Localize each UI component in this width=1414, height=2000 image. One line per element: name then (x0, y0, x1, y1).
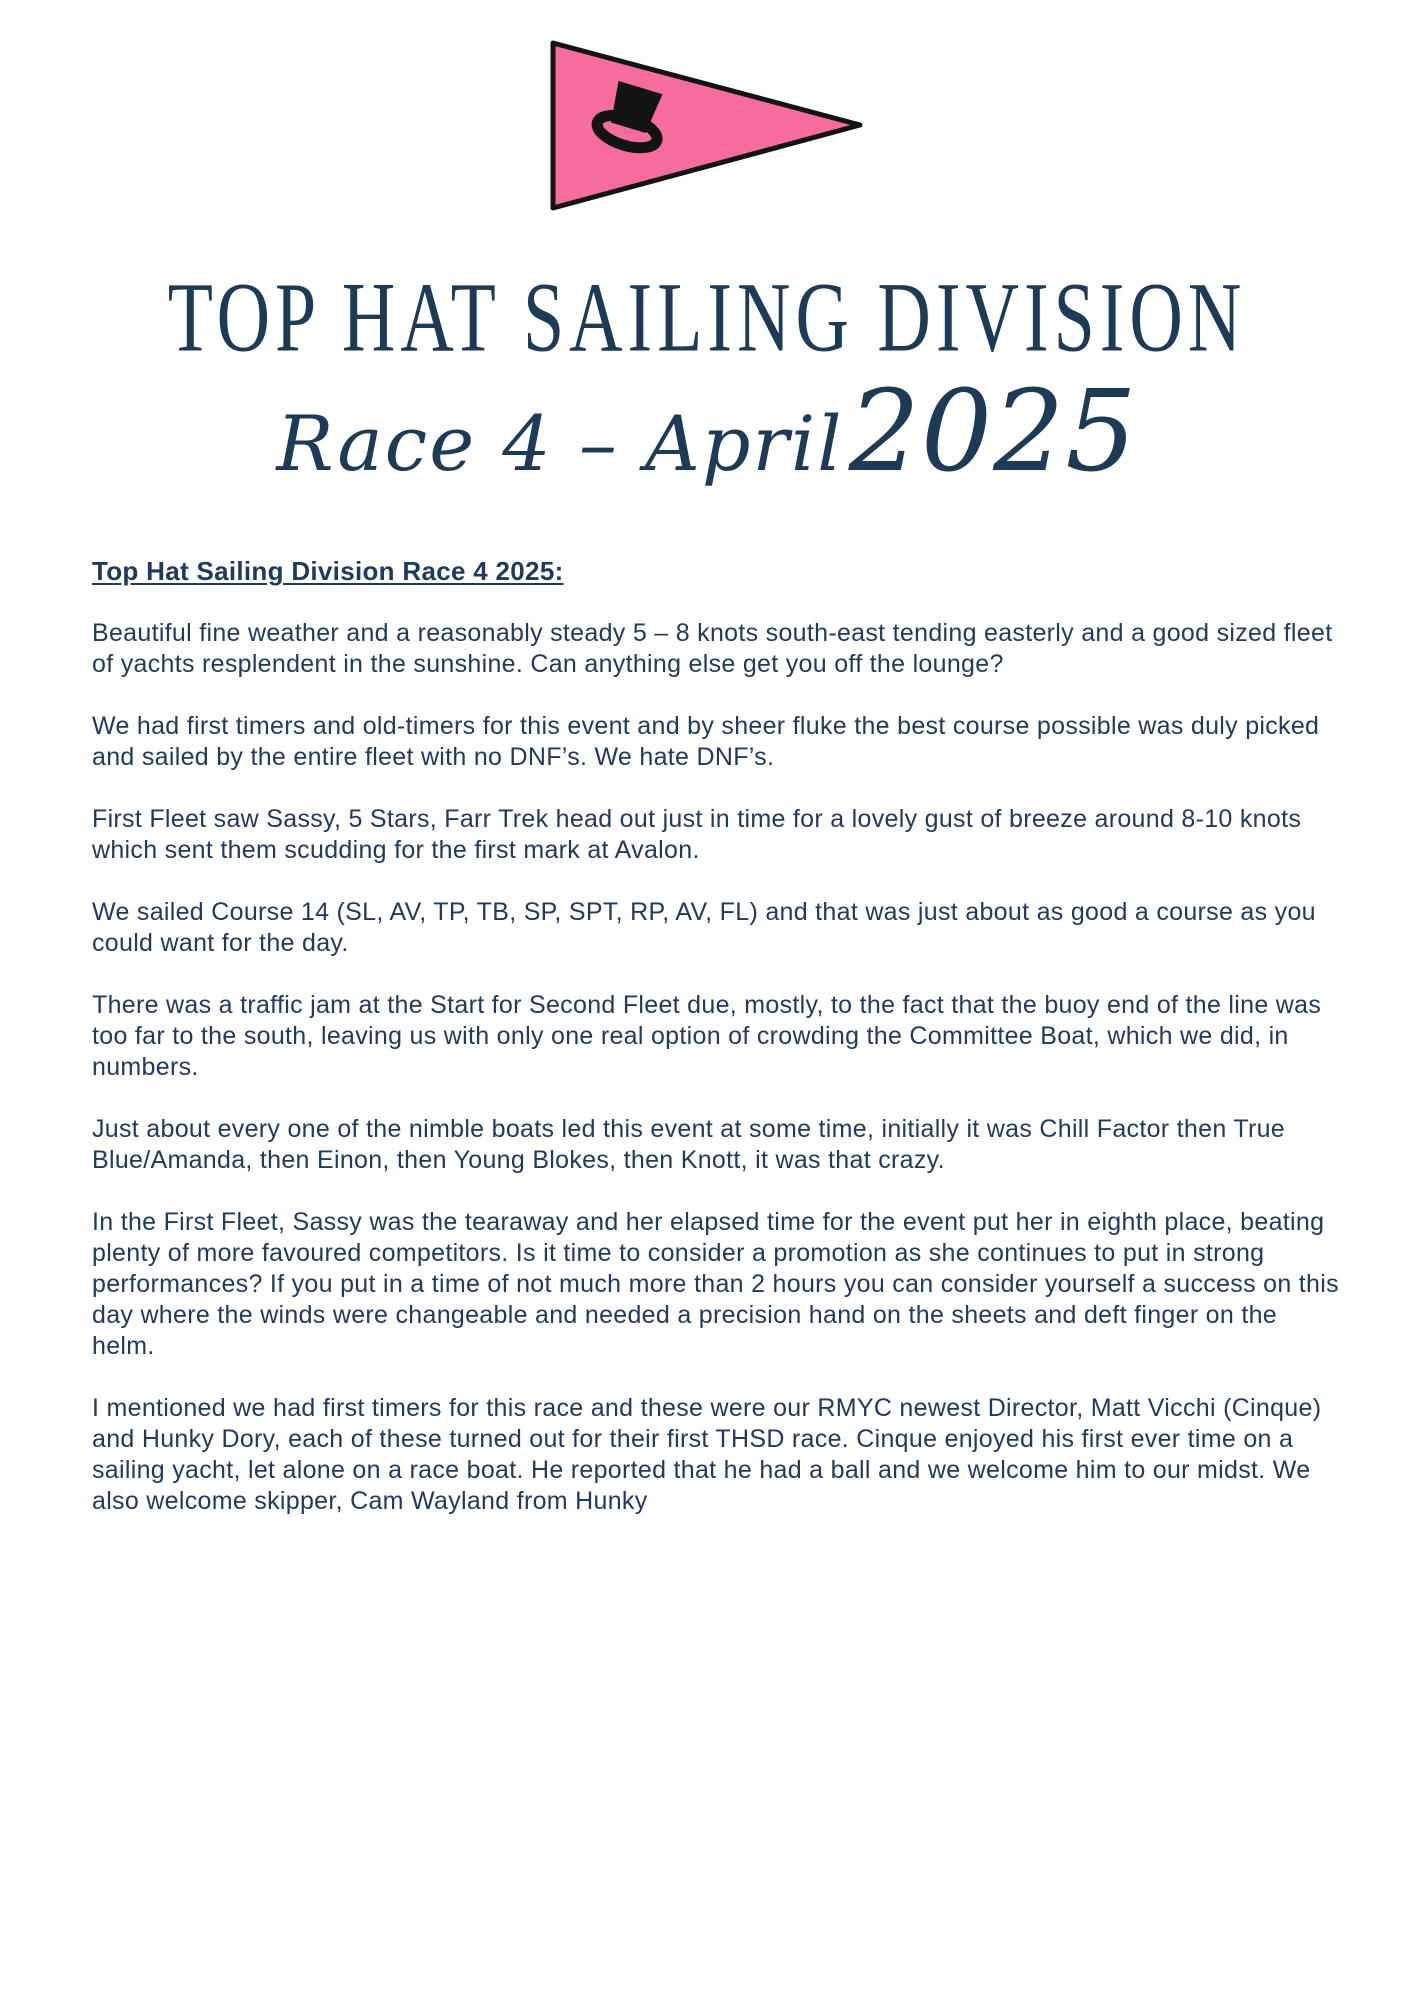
race-report-article (92, 556, 1340, 1517)
subtitle-year: 2025 (848, 367, 1138, 497)
paragraph-6: Just about every one of the nimble boats led this event at some time, initially it was Chill Factor then True Blue/Amanda, then Einon, then Young Blokes, then Knott, it was that crazy. (92, 1115, 1285, 1174)
paragraph-8: I mentioned we had first timers for this race and these were our RMYC newest Director, Matt Vicchi (Cinque) and Hunky Dory, each of these turned out for their first THSD race. Cinque enjoyed his first ever time on a sailing yacht, let alone on a race boat. He reported that he had a ball and we welcome him to our midst. We also welcome skipper, Cam Wayland from Hunky (92, 1394, 1322, 1515)
paragraph-7: In the First Fleet, Sassy was the tearaway and her elapsed time for the event put her in eighth place, beating plenty of more favoured competitors. Is it time to consider a promotion as she continues to put in strong performances? If you put in a time of not much more than 2 hours you can consider yourself a success on this day where the winds were changeable and needed a precision hand on the sheets and deft finger on the helm. (92, 1208, 1339, 1360)
newsletter-title: TOP HAT SAILING DIVISION (167, 262, 1247, 374)
pennant-svg (550, 40, 864, 212)
paragraph-5: There was a traffic jam at the Start for Second Fleet due, mostly, to the fact that the buoy end of the line was too far to the south, leaving us with only one real option of crowding the Committee Boat, which we did, in numbers. (92, 991, 1322, 1081)
subtitle-text: Race 4 – April (276, 399, 844, 488)
paragraph-2: We had first timers and old-timers for this event and by sheer fluke the best course possible was duly picked and sailed by the entire fleet with no DNF’s. We hate DNF’s. (92, 712, 1320, 771)
paragraph-3: First Fleet saw Sassy, 5 Stars, Farr Trek head out just in time for a lovely gust of breeze around 8-10 knots which sent them scudding for the first mark at Avalon. (92, 805, 1302, 864)
paragraph-4: We sailed Course 14 (SL, AV, TP, TB, SP, SPT, RP, AV, FL) and that was just about as good a course as you could want for the day. (92, 898, 1316, 957)
newsletter-subtitle (0, 367, 1414, 497)
article-heading: Top Hat Sailing Division Race 4 2025: (92, 556, 564, 586)
masthead (0, 0, 1414, 497)
paragraph-1: Beautiful fine weather and a reasonably steady 5 – 8 knots south-east tending easterly and a good sized fleet of yachts resplendent in the sunshine. Can anything else get you off the lounge? (92, 619, 1333, 678)
pennant-flag (0, 0, 1414, 212)
